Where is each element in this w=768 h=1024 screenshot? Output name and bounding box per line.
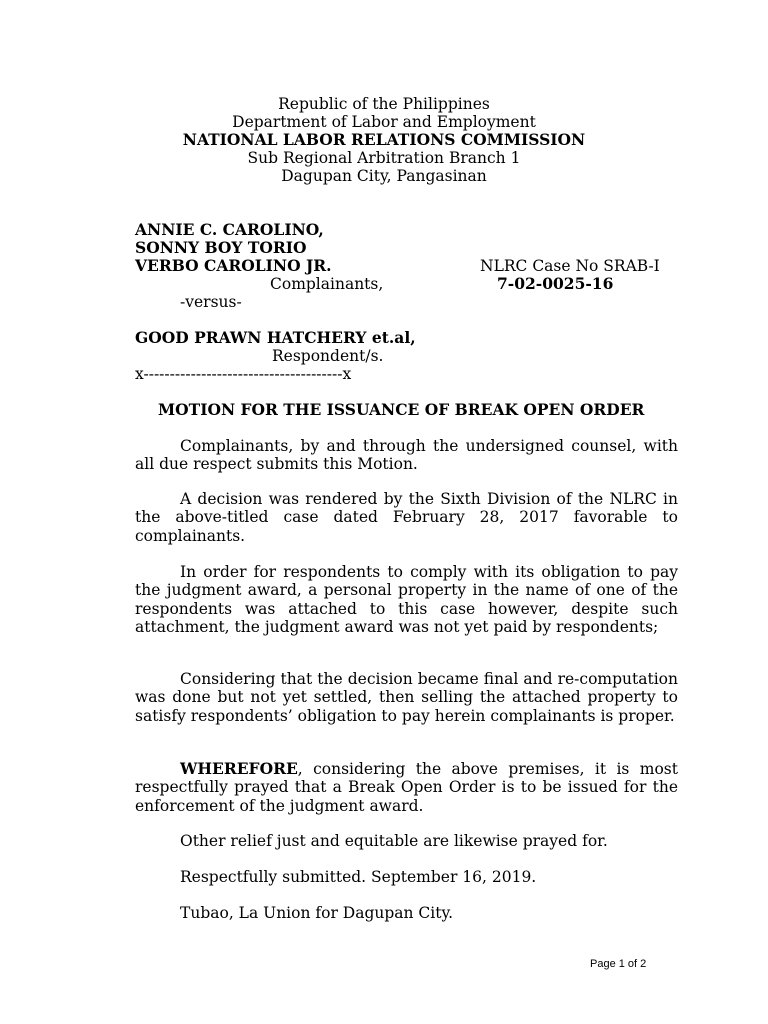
paragraph-other-relief bbox=[135, 832, 678, 850]
page-number: Page 1 of 2 bbox=[590, 958, 647, 970]
complainants-label: Complainants, bbox=[270, 275, 384, 293]
header-commission: NATIONAL LABOR RELATIONS COMMISSION bbox=[182, 130, 586, 149]
paragraph-intro-text: Complainants, by and through the undersigned counsel, with all due respect submits this Motion. bbox=[135, 437, 678, 474]
paragraph-decision-text: A decision was rendered by the Sixth Division of the NLRC in the above-titled case dated February 28, 2017 favorable to complainants. bbox=[135, 490, 678, 545]
paragraph-submitted-text: Respectfully submitted. September 16, 2019. bbox=[180, 868, 537, 886]
respondent-name: GOOD PRAWN HATCHERY et.al, bbox=[135, 328, 416, 347]
paragraph-submitted bbox=[135, 868, 678, 886]
header-branch: Sub Regional Arbitration Branch 1 bbox=[247, 149, 521, 167]
complainant-name: SONNY BOY TORIO bbox=[135, 238, 307, 257]
respondent-label: Respondent/s. bbox=[272, 347, 384, 365]
caption-separator: x--------------------------------------x bbox=[135, 365, 352, 383]
paragraph-considering-text: Considering that the decision became final and re-computation was done but not yet settled, then selling the attached property to satisfy respondents’ obligation to pay herein complainants is proper. bbox=[135, 670, 678, 725]
motion-title: MOTION FOR THE ISSUANCE OF BREAK OPEN ORDER bbox=[158, 400, 645, 419]
paragraph-other-relief-text: Other relief just and equitable are likewise prayed for. bbox=[180, 832, 608, 850]
case-number-label: NLRC Case No SRAB-I bbox=[480, 257, 660, 275]
paragraph-attachment-text: In order for respondents to comply with its obligation to pay the judgment award, a personal property in the name of one of the respondents was attached to this case however, despite such attachment, the judgment award was not yet paid by respondents; bbox=[135, 563, 678, 637]
header-republic: Republic of the Philippines bbox=[278, 95, 490, 113]
versus-label: -versus- bbox=[180, 293, 242, 311]
paragraph-wherefore-text: , considering the above premises, it is most respectfully prayed that a Break Open Order is to be issued for the enforcement of the judgment award. bbox=[135, 760, 678, 815]
case-number: 7-02-0025-16 bbox=[497, 274, 614, 293]
paragraph-wherefore bbox=[135, 760, 678, 815]
paragraph-attachment bbox=[135, 563, 678, 637]
paragraph-decision bbox=[135, 490, 678, 545]
paragraph-considering bbox=[135, 670, 678, 725]
paragraph-intro bbox=[135, 437, 678, 474]
paragraph-location bbox=[135, 904, 678, 922]
wherefore-keyword: WHEREFORE bbox=[180, 759, 298, 778]
complainant-name: ANNIE C. CAROLINO, bbox=[135, 220, 324, 239]
paragraph-location-text: Tubao, La Union for Dagupan City. bbox=[180, 904, 454, 922]
header-department: Department of Labor and Employment bbox=[232, 113, 536, 131]
header-city: Dagupan City, Pangasinan bbox=[281, 167, 487, 185]
complainant-name: VERBO CAROLINO JR. bbox=[135, 256, 332, 275]
